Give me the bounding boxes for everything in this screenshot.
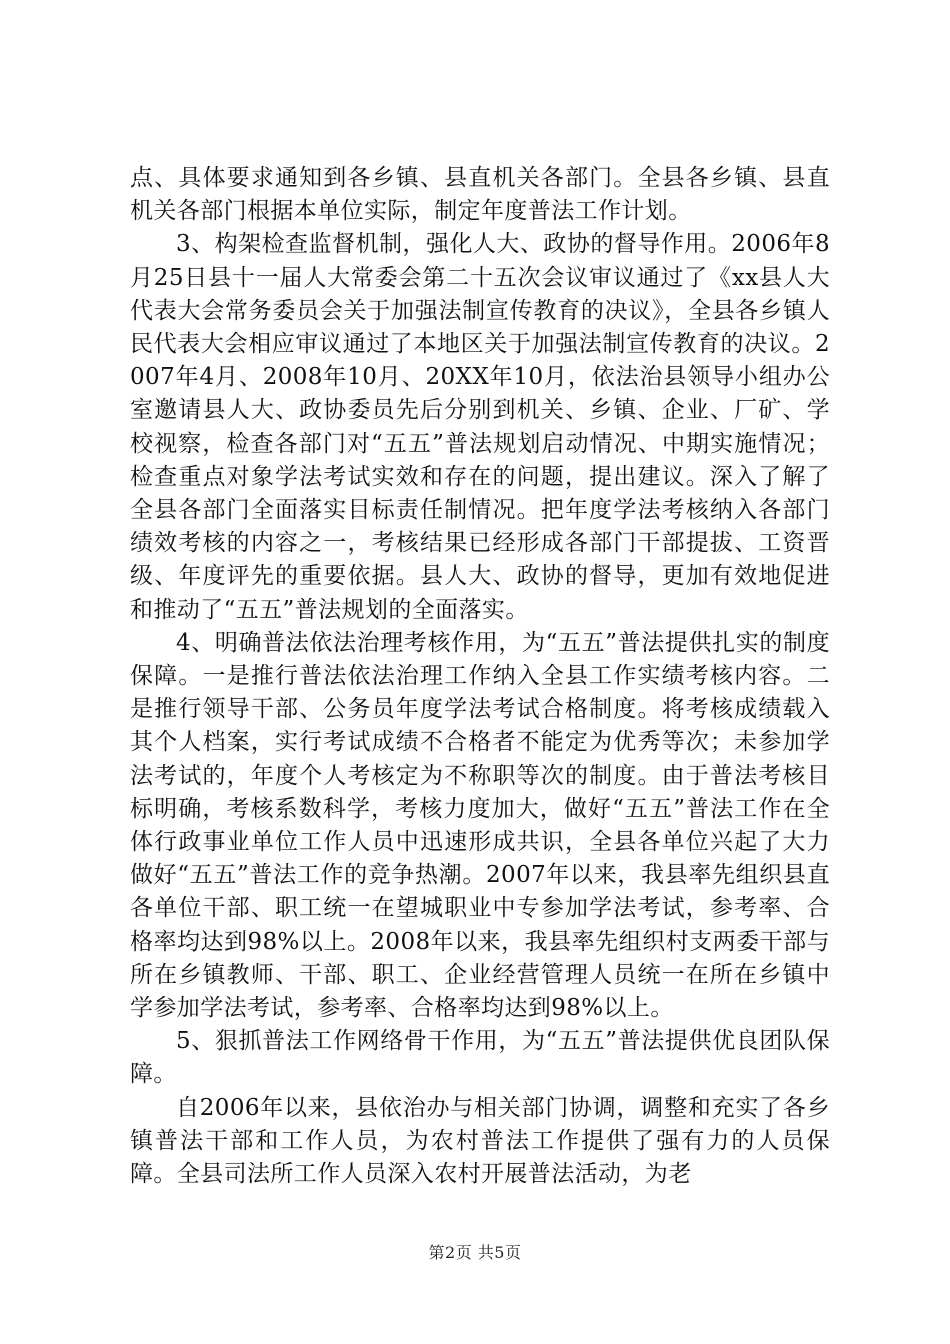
document-body (130, 162, 830, 1191)
paragraph-since-2006: 自2006年以来，县依治办与相关部门协调，调整和充实了各乡镇普法干部和工作人员，为农村普法工作提供了强有力的人员保障。全县司法所工作人员深入农村开展普法活动，为老 (130, 1094, 830, 1188)
paragraph-continuation: 点、具体要求通知到各乡镇、县直机关各部门。全县各乡镇、县直机关各部门根据本单位实际，制定年度普法工作计划。 (130, 165, 830, 225)
page-footer: 第2页 共5页 (428, 1243, 522, 1262)
paragraph-item-3: 3、构架检查监督机制，强化人大、政协的督导作用。2006年8月25日县十一届人大常委会第二十五次会议审议通过了《xx县人大代表大会常务委员会关于加强法制宣传教育的决议》，全县各乡镇人民代表大会相应审议通过了本地区关于加强法制宣传教育的决议。2007年4月、2008年10月、20XX年10月，依法治县领导小组办公室邀请县人大、政协委员先后分别到机关、乡镇、企业、厂矿、学校视察，检查各部门对“五五”普法规划启动情况、中期实施情况；检查重点对象学法考试实效和存在的问题，提出建议。深入了解了全县各部门全面落实目标责任制情况。把年度学法考核纳入各部门绩效考核的内容之一，考核结果已经形成各部门干部提拔、工资晋级、年度评先的重要依据。县人大、政协的督导，更加有效地促进和推动了“五五”普法规划的全面落实。 (130, 231, 830, 623)
paragraph-item-4: 4、明确普法依法治理考核作用，为“五五”普法提供扎实的制度保障。一是推行普法依法治理工作纳入全县工作实绩考核内容。二是推行领导干部、公务员年度学法考试合格制度。将考核成绩载入其个人档案，实行考试成绩不合格者不能定为优秀等次；未参加学法考试的，年度个人考核定为不称职等次的制度。由于普法考核目标明确，考核系数科学，考核力度加大，做好“五五”普法工作在全体行政事业单位工作人员中迅速形成共识，全县各单位兴起了大力做好“五五”普法工作的竞争热潮。2007年以来，我县率先组织县直各单位干部、职工统一在望城职业中专参加学法考试，参考率、合格率均达到98%以上。2008年以来，我县率先组织村支两委干部与所在乡镇教师、干部、职工、企业经营管理人员统一在所在乡镇中学参加学法考试，参考率、合格率均达到98%以上。 (130, 629, 830, 1022)
paragraph-item-5: 5、狠抓普法工作网络骨干作用，为“五五”普法提供优良团队保障。 (130, 1028, 830, 1088)
